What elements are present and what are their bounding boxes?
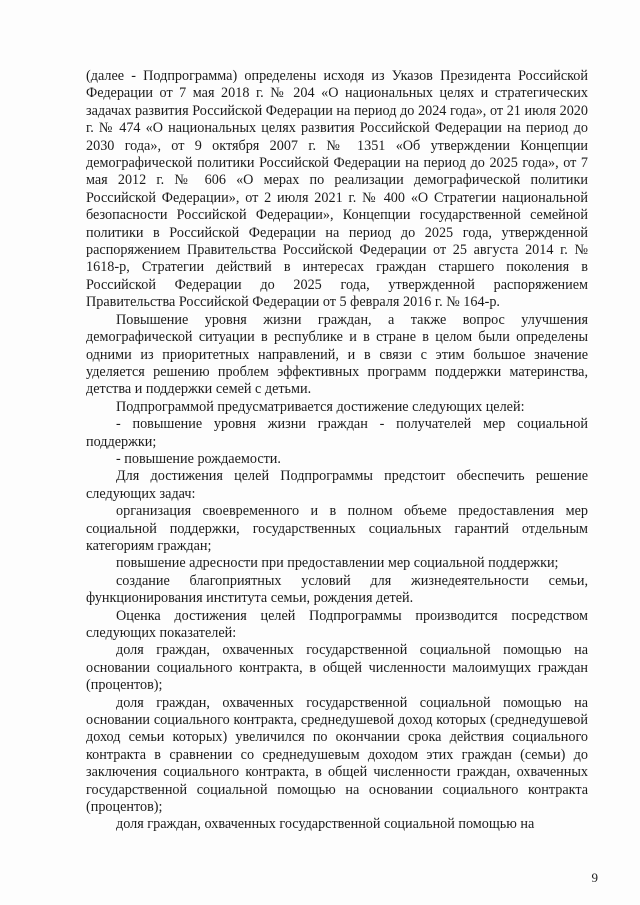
body-text: [86, 68, 588, 834]
task-item: создание благоприятных условий для жизнедеятельности семьи, функционирования института семьи, рождения детей.: [86, 572, 588, 607]
paragraph-living-standards: Повышение уровня жизни граждан, а также вопрос улучшения демографической ситуации в республике и в стране в целом были определены одними из приоритетных направлений, и в связи с этим большое значение уделяется решению проблем эффективных программ поддержки материнства, детства и поддержки семей с детьми.: [86, 311, 588, 398]
indicator-item: доля граждан, охваченных государственной социальной помощью на: [116, 816, 535, 833]
paragraph-goals-intro: Подпрограммой предусматривается достижение следующих целей:: [116, 398, 525, 415]
paragraph-decrees: (далее - Подпрограмма) определены исходя из Указов Президента Российской Федерации от 7 мая 2018 г. № 204 «О национальных целях и стратегических задачах развития Российской Федерации на период до 2024 года», от 21 июля 2020 г. № 474 «О национальных целях развития Российской Федерации на период до 2030 года», от 9 октября 2007 г. № 1351 «Об утверждении Концепции демографической политики Российской Федерации на период до 2025 года», от 7 мая 2012 г. № 606 «О мерах по реализации демографической политики Российской Федерации», от 2 июля 2021 г. № 400 «О Стратегии национальной безопасности Российской Федерации», Концепции государственной семейной политики в Российской Федерации на период до 2025 года, утвержденной распоряжением Правительства Российской Федерации от 25 августа 2014 г. № 1618-р, Стратегии действий в интересах граждан старшего поколения в Российской Федерации до 2025 года, утвержденной распоряжением Правительства Российской Федерации от 5 февраля 2016 г. № 164-р.: [86, 68, 588, 311]
indicator-item: доля граждан, охваченных государственной социальной помощью на основании социального контракта, в общей численности малоимущих граждан (процентов);: [86, 642, 588, 694]
paragraph-tasks-intro: Для достижения целей Подпрограммы предстоит обеспечить решение следующих задач:: [86, 468, 588, 502]
paragraph-indicators-intro: Оценка достижения целей Подпрограммы производится посредством следующих показателей:: [86, 607, 588, 641]
page-number: 9: [591, 870, 598, 885]
indicator-item: доля граждан, охваченных государственной социальной помощью на основании социального контракта, среднедушевой доход которых (среднедушевой доход семьи которых) увеличился по окончании срока действия социального контракта в сравнении со среднедушевым доходом этих граждан (семьи) до заключения социального контракта, в общей численности граждан, охваченных государственной социальной помощью на основании социального контракта (процентов);: [86, 694, 588, 816]
task-item: повышение адресности при предоставлении мер социальной поддержки;: [116, 555, 559, 572]
goal-item: - повышение уровня жизни граждан - получателей мер социальной поддержки;: [86, 416, 588, 450]
task-item: организация своевременного и в полном объеме предоставления мер социальной поддержки, государственных социальных гарантий отдельным категориям граждан;: [86, 503, 588, 554]
goal-item: - повышение рождаемости.: [116, 450, 281, 467]
